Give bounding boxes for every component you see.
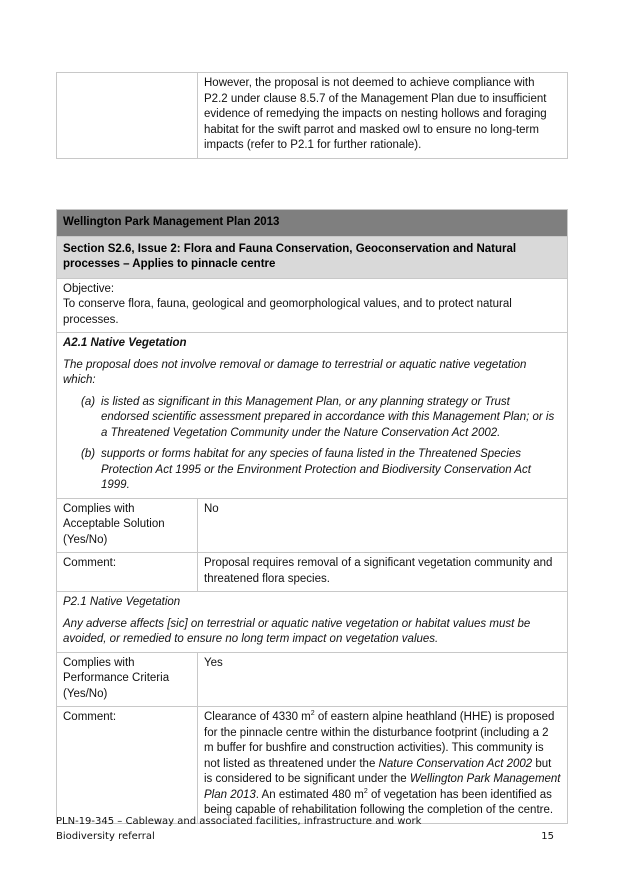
empty-cell [57, 73, 198, 159]
list-marker: (a) [81, 395, 96, 408]
comment-label: Comment: [57, 553, 198, 592]
a21-row [57, 333, 568, 499]
continuation-table [56, 72, 568, 159]
performance-criteria-value: Yes [198, 652, 568, 707]
section-heading: Section S2.6, Issue 2: Flora and Fauna Conservation, Geoconservation and Natural processes – Applies to pinnacle centre [57, 236, 568, 278]
performance-comment: Clearance of 4330 $m^2$ of eastern alpine heathland (HHE) is proposed for the pinnacle centre within the disturbance footprint (including a 2 m buffer for bushfire and construction activities). This community is not listed as threatened under the Nature Conservation Act 2002 but is considered to be significant under the Wellington Park Management Plan 2013. An estimated 480 $m^2$ of vegetation has been identified as being capable of rehabilitation following the completion of the centre. [198, 707, 568, 824]
a21-heading: A2.1 Native Vegetation [63, 337, 187, 349]
acceptable-solution-row [57, 498, 568, 553]
objective-label: Objective: [63, 282, 115, 295]
page-footer [56, 814, 568, 844]
table-title: Wellington Park Management Plan 2013 [57, 210, 568, 237]
performance-criteria-row [57, 652, 568, 707]
page-number: 15 [541, 831, 554, 842]
performance-criteria-label: Complies with Performance Criteria (Yes/No) [57, 652, 198, 707]
p21-row [57, 592, 568, 653]
objective-row [57, 278, 568, 333]
acceptable-comment: Proposal requires removal of a significant vegetation community and threatened flora species. [198, 553, 568, 592]
footer-line-2: Biodiversity referral [56, 831, 155, 842]
list-item-text: is listed as significant in this Management Plan, or any planning strategy or Trust endorsed scientific assessment prepared in accordance with this Management Plan; or is a Threatened Vegetation Community under the Nature Conservation Act 2002. [101, 395, 555, 439]
p21-text: Any adverse affects [sic] on terrestrial or aquatic native vegetation or habitat values must be avoided, or remedied to ensure no long term impact on vegetation values. [63, 617, 531, 645]
section-heading-row [57, 236, 568, 278]
objective-text: To conserve flora, fauna, geological and geomorphological values, and to protect natural processes. [63, 298, 512, 326]
continuation-text: However, the proposal is not deemed to achieve compliance with P2.2 under clause 8.5.7 of the Management Plan due to insufficient evidence of remedying the impacts on nesting hollows and foraging habitat for the swift parrot and masked owl to ensure no long-term impacts (refer to P2.1 for further rationale). [198, 73, 568, 159]
p21-heading: P2.1 Native Vegetation [63, 596, 181, 608]
acceptable-comment-row [57, 553, 568, 592]
a21-cell [57, 333, 568, 499]
list-item [81, 395, 561, 442]
footer-line-1: PLN-19-345 – Cableway and associated facilities, infrastructure and work [56, 816, 422, 827]
list-item [81, 447, 561, 494]
comment-label: Comment: [57, 707, 198, 824]
p21-cell [57, 592, 568, 653]
acceptable-solution-label: Complies with Acceptable Solution (Yes/No) [57, 498, 198, 553]
a21-intro: The proposal does not involve removal or damage to terrestrial or aquatic native vegetation which: [63, 358, 527, 386]
objective-cell [57, 278, 568, 333]
management-plan-table [56, 209, 568, 824]
table-row [57, 73, 568, 159]
performance-comment-row [57, 707, 568, 824]
table-title-row [57, 210, 568, 237]
acceptable-solution-value: No [198, 498, 568, 553]
list-item-text: supports or forms habitat for any species of fauna listed in the Threatened Species Protection Act 1995 or the Environment Protection and Biodiversity Conservation Act 1999. [101, 448, 531, 491]
list-marker: (b) [81, 448, 96, 460]
